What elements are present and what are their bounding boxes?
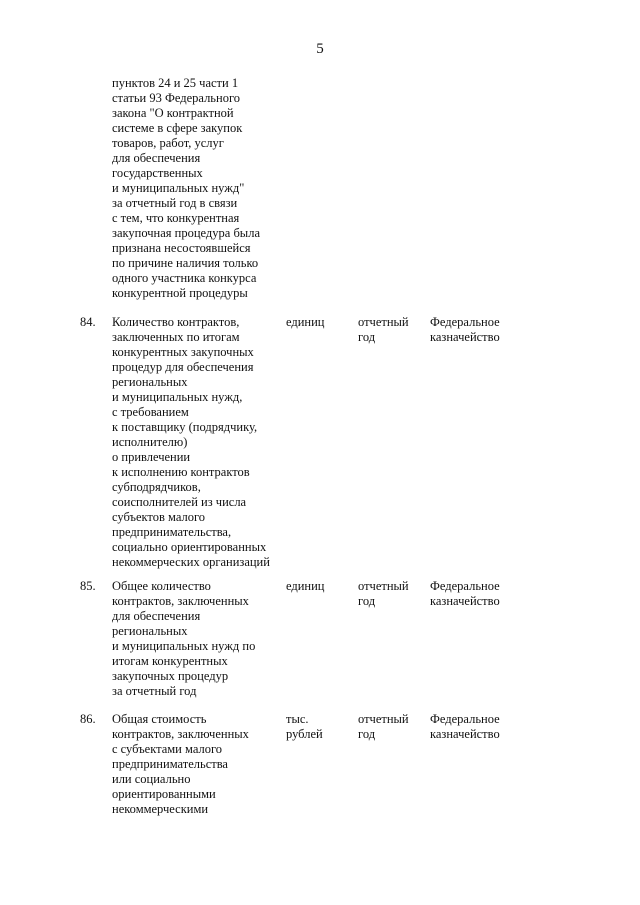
text-line: Федеральное	[430, 315, 500, 329]
text-line: к исполнению контрактов	[112, 465, 250, 479]
source-cell	[430, 579, 540, 609]
text-line: итогам конкурентных	[112, 654, 228, 668]
text-line: отчетный	[358, 315, 409, 329]
text-line: региональных	[112, 375, 188, 389]
text-line: единиц	[286, 579, 325, 593]
row-number: 85.	[80, 579, 96, 593]
text-line: для обеспечения	[112, 151, 201, 165]
source-cell	[430, 315, 540, 345]
text-line: заключенных по итогам	[112, 330, 240, 344]
text-line: закупочная процедура была	[112, 226, 260, 240]
unit-cell	[286, 712, 346, 742]
text-line: единиц	[286, 315, 325, 329]
text-line: пунктов 24 и 25 части 1	[112, 76, 239, 90]
row-number: 84.	[80, 315, 96, 329]
text-line: с тем, что конкурентная	[112, 211, 240, 225]
text-line: конкурентной процедуры	[112, 286, 248, 300]
text-line: год	[358, 594, 376, 608]
text-line: и муниципальных нужд,	[112, 390, 243, 404]
text-line: с требованием	[112, 405, 189, 419]
text-line: статьи 93 Федерального	[112, 91, 241, 105]
text-line: товаров, работ, услуг	[112, 136, 224, 150]
text-line: региональных	[112, 624, 188, 638]
text-line: рублей	[286, 727, 323, 741]
period-cell	[358, 315, 424, 345]
indicator-name	[112, 579, 282, 699]
text-line: Количество контрактов,	[112, 315, 240, 329]
text-line: конкурентных закупочных	[112, 345, 254, 359]
text-line: ориентированными	[112, 787, 216, 801]
text-line: тыс.	[286, 712, 309, 726]
text-line: субъектов малого	[112, 510, 206, 524]
text-line: закона "О контрактной	[112, 106, 234, 120]
text-line: признана несостоявшейся	[112, 241, 251, 255]
text-line: Общая стоимость	[112, 712, 207, 726]
text-line: за отчетный год в связи	[112, 196, 238, 210]
text-line: исполнителю)	[112, 435, 188, 449]
text-line: Федеральное	[430, 712, 500, 726]
text-line: отчетный	[358, 579, 409, 593]
text-line: контрактов, заключенных	[112, 727, 249, 741]
text-line: процедур для обеспечения	[112, 360, 254, 374]
text-line: казначейство	[430, 727, 500, 741]
text-line: государственных	[112, 166, 203, 180]
text-line: за отчетный год	[112, 684, 197, 698]
text-line: системе в сфере закупок	[112, 121, 243, 135]
text-line: для обеспечения	[112, 609, 201, 623]
period-cell	[358, 579, 424, 609]
text-line: по причине наличия только	[112, 256, 259, 270]
text-line: некоммерческих организаций	[112, 555, 270, 569]
text-line: год	[358, 727, 376, 741]
text-line: одного участника конкурса	[112, 271, 257, 285]
text-line: субподрядчиков,	[112, 480, 201, 494]
text-line: социально ориентированных	[112, 540, 267, 554]
text-line: казначейство	[430, 330, 500, 344]
text-line: к поставщику (подрядчику,	[112, 420, 258, 434]
indicator-name	[112, 315, 282, 570]
text-line: или социально	[112, 772, 191, 786]
text-line: закупочных процедур	[112, 669, 229, 683]
text-line: с субъектами малого	[112, 742, 223, 756]
text-line: о привлечении	[112, 450, 191, 464]
text-line: год	[358, 330, 376, 344]
text-line: Федеральное	[430, 579, 500, 593]
text-line: предпринимательства	[112, 757, 228, 771]
row-number: 86.	[80, 712, 96, 726]
text-line: и муниципальных нужд"	[112, 181, 245, 195]
text-line: предпринимательства,	[112, 525, 232, 539]
text-line: Общее количество	[112, 579, 211, 593]
unit-cell	[286, 579, 346, 594]
continuation-text	[112, 76, 282, 301]
unit-cell	[286, 315, 346, 330]
indicator-name	[112, 712, 282, 817]
source-cell	[430, 712, 540, 742]
period-cell	[358, 712, 424, 742]
text-line: и муниципальных нужд по	[112, 639, 256, 653]
page-number: 5	[316, 41, 324, 57]
text-line: некоммерческими	[112, 802, 209, 816]
text-line: соисполнителей из числа	[112, 495, 247, 509]
text-line: отчетный	[358, 712, 409, 726]
text-line: контрактов, заключенных	[112, 594, 249, 608]
text-line: казначейство	[430, 594, 500, 608]
